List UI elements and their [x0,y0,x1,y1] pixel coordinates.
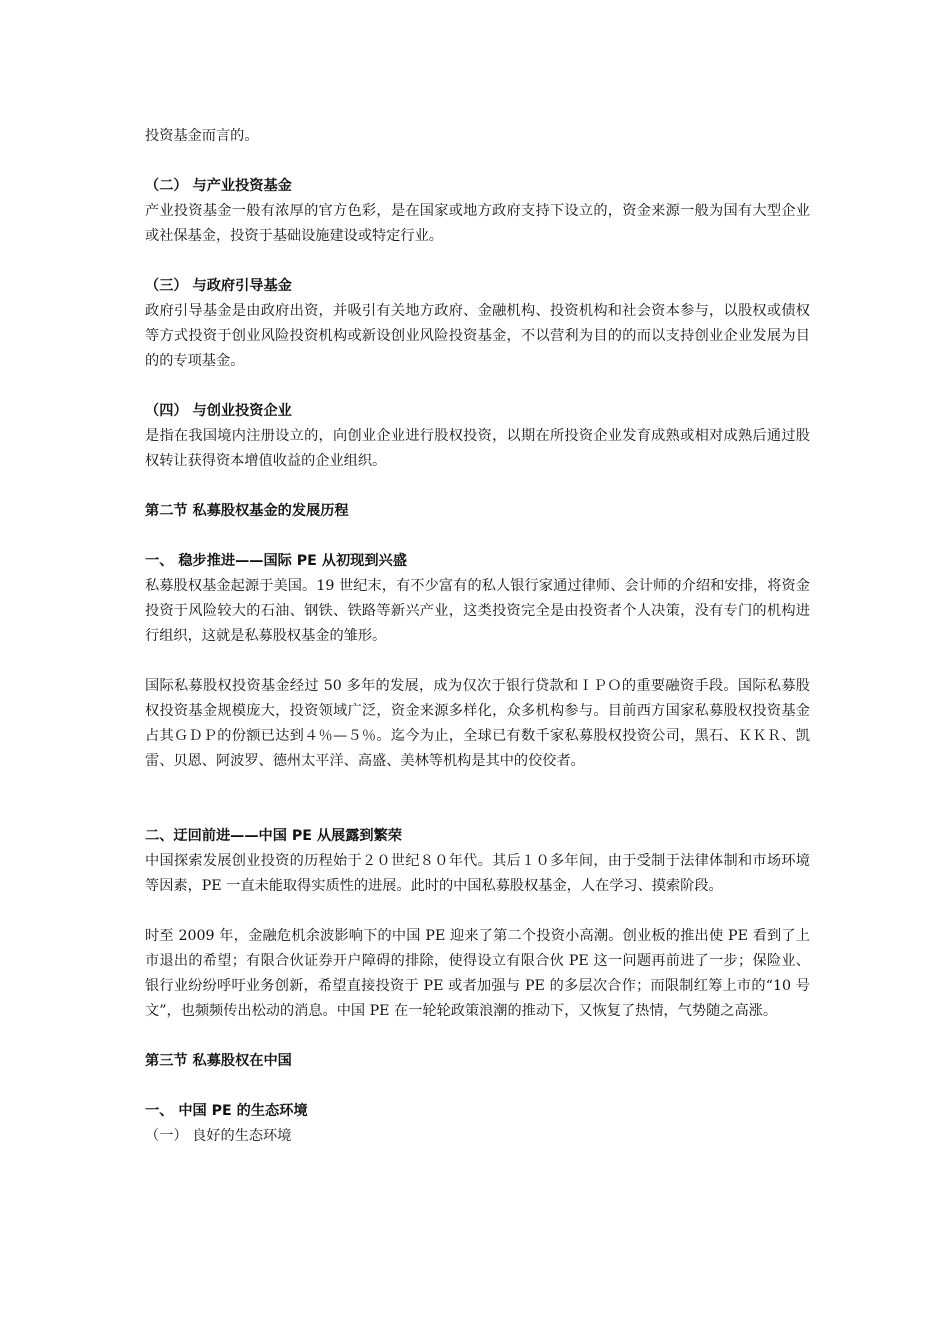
spacer [145,649,810,674]
part-heading-intl-pe: 一、 稳步推进——国际 PE 从初现到兴盛 [145,553,407,569]
document-page [145,124,810,1149]
paragraph-origin: 私募股权基金起源于美国。19 世纪末，有不少富有的私人银行家通过律师、会计师的介绍和安排，将资金投资于风险较大的石油、钢铁、铁路等新兴产业，这类投资完全是由投资者个人决策，没有专门的机构进行组织，这就是私募股权基金的雏形。 [145,578,810,644]
spacer [145,1024,810,1049]
spacer [145,374,810,399]
part-heading-china-pe: 二、迂回前进——中国 PE 从展露到繁荣 [145,828,402,844]
spacer [145,1074,810,1099]
spacer [145,899,810,924]
intro-text: 投资基金而言的。 [145,128,259,144]
spacer [145,249,810,274]
part-heading-ecosystem: 一、 中国 PE 的生态环境 [145,1103,308,1119]
subsection-heading-3: （三） 与政府引导基金 [145,278,292,294]
section-title-3: 第三节 私募股权在中国 [145,1053,292,1069]
subsection-body-3: 政府引导基金是由政府出资，并吸引有关地方政府、金融机构、投资机构和社会资本参与，以股权或债权等方式投资于创业风险投资机构或新设创业风险投资基金，不以营利为目的的而以支持创业企业发展为目的的专项基金。 [145,303,810,369]
subsection-heading-4: （四） 与创业投资企业 [145,403,292,419]
subsection-heading-2: （二） 与产业投资基金 [145,178,292,194]
section-title-2: 第二节 私募股权基金的发展历程 [145,503,349,519]
paragraph-intl-development: 国际私募股权投资基金经过 50 多年的发展，成为仅次于银行贷款和ＩＰＯ的重要融资手段。国际私募股权投资基金规模庞大，投资领域广泛，资金来源多样化，众多机构参与。目前西方国家私募股权投资基金占其ＧＤＰ的份额已达到４％—５％。迄今为止，全球已有数千家私募股权投资公司，黑石、ＫＫＲ、凯雷、贝恩、阿波罗、德州太平洋、高盛、美林等机构是其中的佼佼者。 [145,678,810,769]
spacer [145,774,810,824]
subsection-body-2: 产业投资基金一般有浓厚的官方色彩，是在国家或地方政府支持下设立的，资金来源一般为国有大型企业或社保基金，投资于基础设施建设或特定行业。 [145,203,810,244]
subsection-body-4: 是指在我国境内注册设立的，向创业企业进行股权投资，以期在所投资企业发育成熟或相对成熟后通过股权转让获得资本增值收益的企业组织。 [145,428,810,469]
spacer [145,474,810,499]
spacer [145,149,810,174]
spacer [145,524,810,549]
paragraph-china-early: 中国探索发展创业投资的历程始于２０世纪８０年代。其后１０多年间，由于受制于法律体制和市场环境等因素，PE 一直未能取得实质性的进展。此时的中国私募股权基金，人在学习、摸索阶段。 [145,853,810,894]
subheading-good-ecosystem: （一） 良好的生态环境 [145,1128,292,1144]
paragraph-china-2009: 时至 2009 年，金融危机余波影响下的中国 PE 迎来了第二个投资小高潮。创业板的推出使 PE 看到了上市退出的希望；有限合伙证券开户障碍的排除，使得设立有限合伙 PE 这一问题再前进了一步；保险业、银行业纷纷呼吁业务创新，希望直接投资于 PE 或者加强与 PE 的多层次合作；而限制红筹上市的“10 号文”，也频频传出松动的消息。中国 PE 在一轮轮政策浪潮的推动下，又恢复了热情，气势随之高涨。 [145,928,810,1019]
